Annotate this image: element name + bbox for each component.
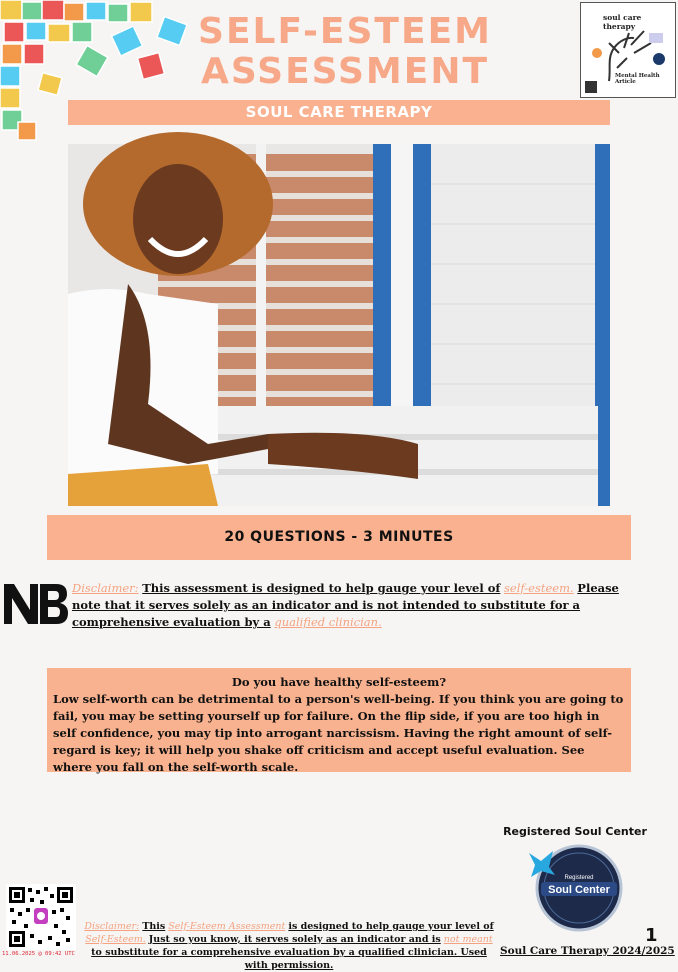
page-title-line-2: ASSESSMENT	[200, 51, 490, 92]
nb-logo-icon	[4, 580, 68, 626]
footer-disclaimer-text-3: Just so you know, it serves solely as an indicator and is	[148, 934, 441, 945]
badge-small-text: Registered	[564, 875, 594, 881]
questions-duration-bar: 20 QUESTIONS - 3 MINUTES	[47, 515, 631, 560]
qr-code[interactable]	[6, 884, 76, 950]
footer-disclaimer	[84, 920, 494, 972]
hero-photo-smiling-woman	[68, 144, 610, 506]
footer-disclaimer-text-4: to substitute for a comprehensive evaluation by a qualified clinician. Used with permission.	[91, 947, 487, 971]
soul-center-badge	[527, 843, 623, 933]
info-heading: Do you have healthy self-esteem?	[231, 675, 447, 689]
page-title-line-1: SELF-ESTEEM	[198, 11, 492, 52]
footer-copyright: Soul Care Therapy 2024/2025	[500, 945, 675, 957]
healthy-self-esteem-info-box	[47, 668, 631, 772]
disclaimer-highlight-self-esteem: self-esteem.	[504, 581, 574, 595]
footer-disclaimer-text-2: is designed to help gauge your level of	[288, 921, 494, 932]
page-number: 1	[645, 925, 658, 946]
disclaimer-highlight-clinician: qualified clinician.	[274, 615, 382, 629]
footer-disclaimer-highlight-3: not meant	[443, 934, 493, 945]
soul-care-therapy-banner: SOUL CARE THERAPY	[68, 100, 610, 125]
info-body: Low self-worth can be detrimental to a person's well-being. If you think you are going to fail, you may be setting yourself up for failure. On the flip side, if you are too high in self confidence, you may tip into arrogant narcissism. Having the right amount of self-regard is key; it will help you shake off criticism and accept useful evaluation. See where you fall on the self-worth scale.	[53, 692, 624, 774]
footer-disclaimer-text-1: This	[142, 921, 166, 932]
logo-title: soul care therapy	[603, 13, 642, 31]
logo-subtitle: Mental Health Article	[615, 73, 660, 85]
soul-care-therapy-logo	[580, 2, 676, 98]
qr-timestamp: 11.06.2025 @ 09:42 UTC	[2, 951, 75, 957]
disclaimer-label: Disclaimer:	[72, 581, 139, 595]
footer-disclaimer-highlight-2: Self-Esteem.	[85, 934, 146, 945]
disclaimer-text-1: This assessment is designed to help gauge your level of	[142, 581, 501, 595]
footer-disclaimer-highlight-1: Self-Esteem Assessment	[168, 921, 286, 932]
registered-soul-center-label: Registered Soul Center	[503, 825, 647, 838]
disclaimer-text-2: Please note that it serves solely as an indicator and is not intended to substitute for a comprehensive evaluation by a	[72, 581, 619, 629]
footer-disclaimer-label: Disclaimer:	[84, 921, 140, 932]
logo-qr-icon	[585, 81, 597, 93]
assessment-disclaimer	[72, 580, 632, 631]
badge-big-text: Soul Center	[548, 884, 610, 896]
